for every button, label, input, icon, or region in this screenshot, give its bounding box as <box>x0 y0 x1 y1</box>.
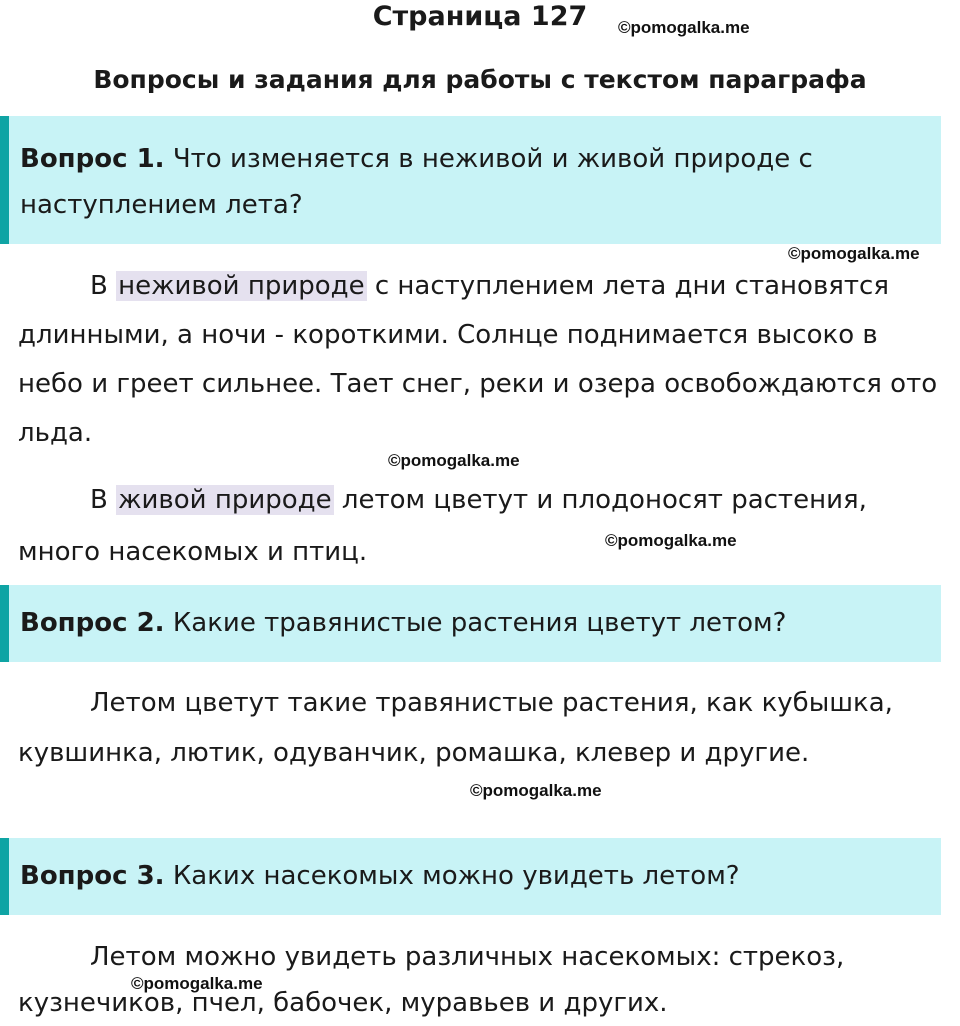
watermark: ©pomogalka.me <box>605 531 737 550</box>
question-3-label: Вопрос 3. <box>20 861 165 891</box>
question-1-label: Вопрос 1. <box>20 144 165 174</box>
highlight-living-nature: живой природе <box>118 485 332 515</box>
watermark: ©pomogalka.me <box>788 244 920 263</box>
question-2-text: Какие травянистые растения цветут летом? <box>164 608 787 638</box>
question-1-text: Что изменяется в неживой и живой природе с наступлением лета? <box>20 144 813 220</box>
question-3-text: Каких насекомых можно увидеть летом? <box>164 861 740 891</box>
answer-1-p2-start: В <box>90 485 117 515</box>
highlight-nonliving-nature: неживой природе <box>118 271 365 301</box>
answer-2-text: Летом цветут такие травянистые растения, как кубышка, кувшинка, лютик, одуванчик, ромашка, клевер и другие. <box>18 688 893 768</box>
answer-3-text: Летом можно увидеть различных насекомых: стрекоз, кузнечиков, пчел, бабочек, муравьев и других. <box>18 942 845 1018</box>
question-2-label: Вопрос 2. <box>20 608 165 638</box>
page-title: Страница 127 <box>372 1 588 32</box>
question-2-box <box>0 585 941 662</box>
question-3-box <box>0 838 941 915</box>
answer-2-paragraph <box>18 678 948 778</box>
answer-1-paragraph-1 <box>18 262 948 458</box>
answer-1-p1-rest: с наступлением лета дни становятся длинными, а ночи - короткими. Солнце поднимается высоко в небо и греет сильнее. Тает снег, реки и озера освобождаются ото льда. <box>18 271 938 448</box>
watermark: ©pomogalka.me <box>388 451 520 470</box>
watermark: ©pomogalka.me <box>131 974 263 993</box>
answer-1-paragraph-2 <box>18 474 948 578</box>
watermark: ©pomogalka.me <box>470 781 602 800</box>
watermark: ©pomogalka.me <box>618 18 750 37</box>
section-title: Вопросы и задания для работы с текстом параграфа <box>93 65 867 94</box>
answer-1-p1-start: В <box>90 271 117 301</box>
answer-1-p2-rest: летом цветут и плодоносят растения, много насекомых и птиц. <box>18 485 867 567</box>
question-1-box <box>0 116 941 244</box>
